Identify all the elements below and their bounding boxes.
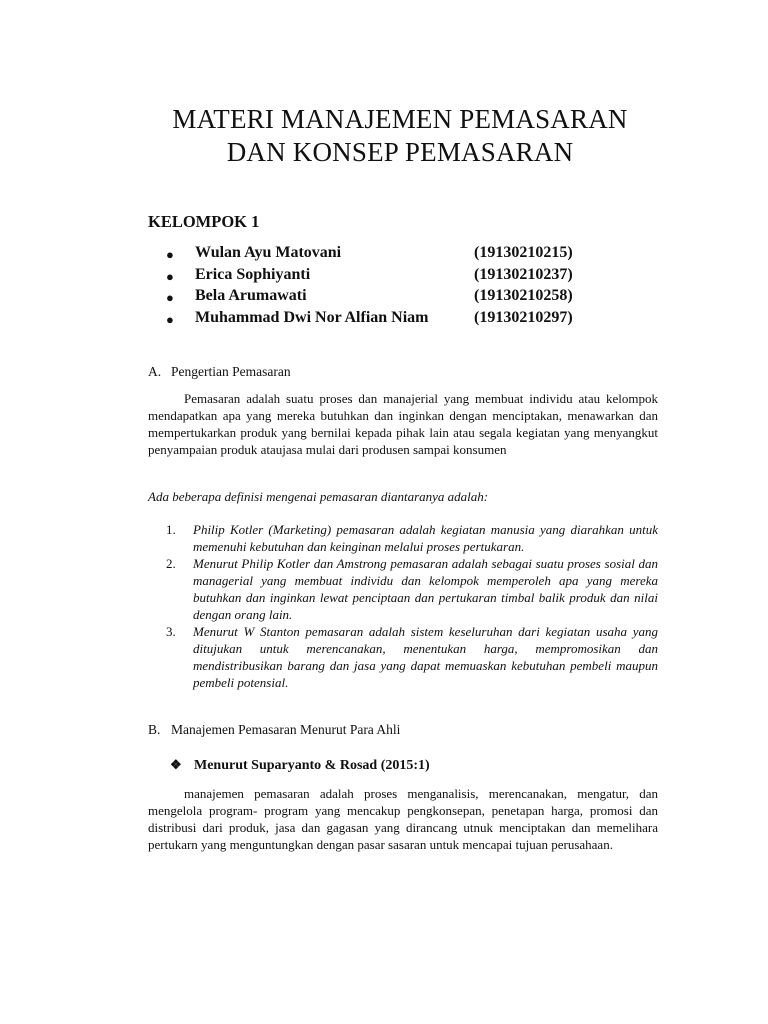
group-label: KELOMPOK 1 bbox=[148, 212, 260, 231]
member-item bbox=[166, 309, 626, 331]
member-nim: (19130210297) bbox=[474, 308, 573, 326]
definition-text: Philip Kotler (Marketing) pemasaran adalah kegiatan manusia yang diarahkan untuk memenuhi kebutuhan dan keinginan melalui proses pertukaran. bbox=[193, 522, 658, 554]
definition-number: 1. bbox=[166, 522, 176, 537]
definition-list bbox=[166, 521, 658, 691]
member-item bbox=[166, 244, 626, 266]
member-nim: (19130210237) bbox=[474, 265, 573, 283]
definitions-intro: Ada beberapa definisi mengenai pemasaran diantaranya adalah: bbox=[148, 489, 489, 504]
diamond-bullet-icon: ❖ bbox=[170, 757, 182, 772]
member-item bbox=[166, 266, 626, 288]
title-line-1: MATERI MANAJEMEN PEMASARAN bbox=[172, 104, 628, 134]
section-b-paragraph: manajemen pemasaran adalah proses menganalisis, merencanakan, mengatur, dan mengelola program- program yang mencakup pengkonsepan, penetapan harga, promosi dan distribusi dari produk, jasa dan gagasan yang dirancang utnuk menciptakan dan memelihara pertukarn yang menguntungkan dengan pasar sasaran untuk mencapai tujuan perusahaan. bbox=[148, 786, 658, 852]
definition-text: Menurut Philip Kotler dan Amstrong pemasaran adalah sebagai suatu proses sosial dan managerial yang membuat individu dan kelompok memperoleh apa yang mereka butuhkan dan inginkan lewat penciptaan dan pertukaran timbal balik produk dan nilai dengan orang lain. bbox=[193, 556, 658, 622]
page-title bbox=[100, 103, 700, 169]
definition-item bbox=[166, 521, 658, 555]
bullet-icon: ● bbox=[166, 268, 174, 284]
definition-item bbox=[166, 555, 658, 623]
member-list bbox=[166, 244, 626, 330]
definition-text: Menurut W Stanton pemasaran adalah sistem keseluruhan dari kegiatan usaha yang ditujukan untuk merencanakan, menentukan harga, mempromosikan dan mendistribusikan barang dan jasa yang dapat memuaskan kebutuhan pembeli maupun pembeli potensial. bbox=[193, 624, 658, 690]
section-b-letter: B. bbox=[148, 722, 161, 737]
section-a-letter: A. bbox=[148, 364, 162, 379]
definition-number: 2. bbox=[166, 556, 176, 571]
definition-number: 3. bbox=[166, 624, 176, 639]
member-name: Erica Sophiyanti bbox=[195, 265, 311, 283]
definition-item bbox=[166, 623, 658, 691]
bullet-icon: ● bbox=[166, 311, 174, 327]
member-nim: (19130210215) bbox=[474, 244, 573, 261]
section-b-heading bbox=[148, 722, 400, 738]
member-name: Muhammad Dwi Nor Alfian Niam bbox=[195, 308, 429, 326]
bullet-icon: ● bbox=[166, 247, 174, 262]
section-b-subheading bbox=[170, 757, 430, 774]
bullet-icon: ● bbox=[166, 290, 174, 305]
section-a-title: Pengertian Pemasaran bbox=[171, 364, 291, 379]
section-a-paragraph: Pemasaran adalah suatu proses dan manajerial yang membuat individu atau kelompok mendapatkan apa yang mereka butuhkan dan inginkan dengan menciptakan, menawarkan dan mempertukarkan produk yang bernilai kepada pihak lain atau segala kegiatan yang menyangkut penyampaian produk ataujasa mulai dari produsen sampai konsumen bbox=[148, 391, 658, 457]
subheading-text: Menurut Suparyanto & Rosad (2015:1) bbox=[194, 758, 430, 773]
section-b-title: Manajemen Pemasaran Menurut Para Ahli bbox=[171, 722, 401, 737]
member-name: Bela Arumawati bbox=[195, 287, 307, 304]
section-a-heading bbox=[148, 364, 291, 380]
member-nim: (19130210258) bbox=[474, 287, 573, 304]
member-name: Wulan Ayu Matovani bbox=[195, 244, 342, 261]
member-item bbox=[166, 287, 626, 309]
title-line-2: DAN KONSEP PEMASARAN bbox=[226, 137, 574, 167]
